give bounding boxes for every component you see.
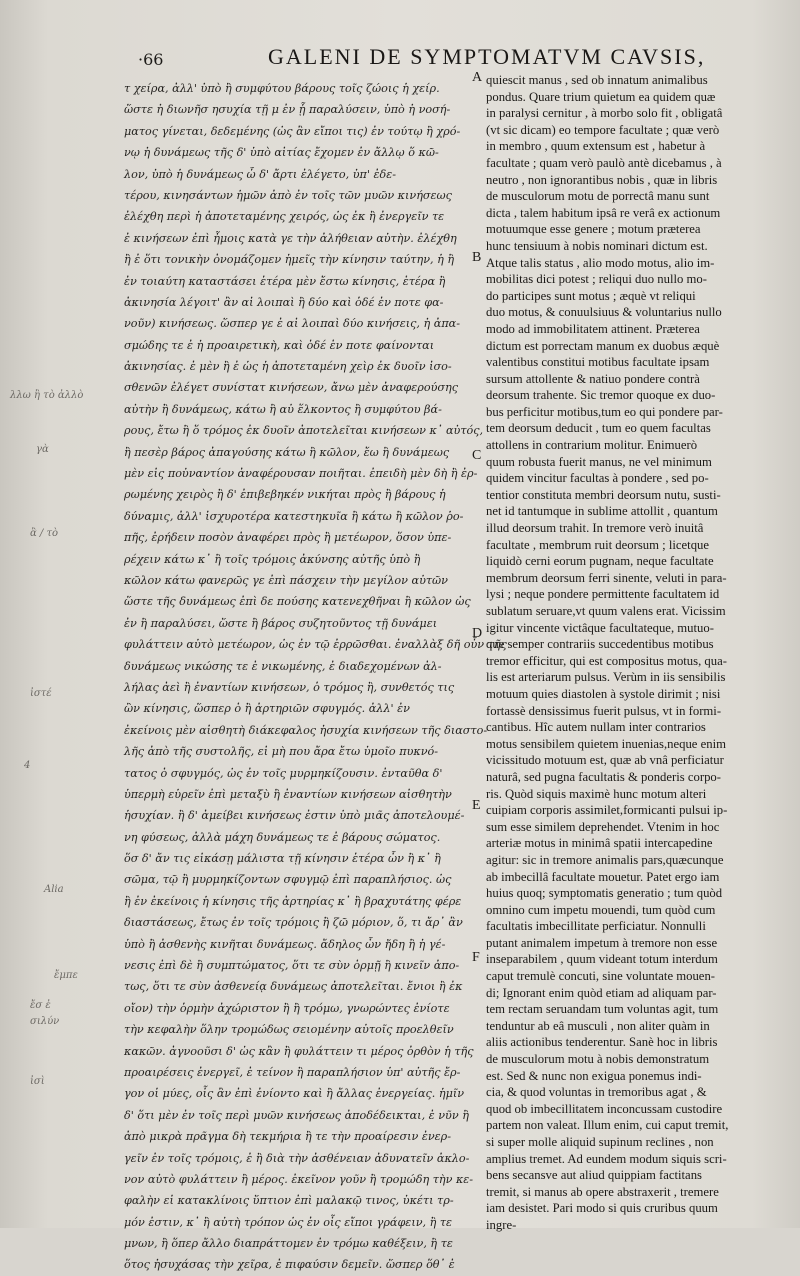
text-line: ris. Quòd siquis maximè hunc motum alteri <box>486 786 707 801</box>
text-line: μὲν εἰς ποὐναντίον ἀναφέρουσαν ποιῆται. ἐπειδὴ μὲν δὴ ἢ ἐρ- <box>124 467 478 481</box>
section-marker: F <box>472 950 480 965</box>
text-line: λον, ὑπὸ ἡ δυνάμεως ὧ δ' ἄρτι ἐλέγετο, ὑπ' ἐδε- <box>124 167 396 181</box>
text-line: ἐ κινήσεων ἐπὶ ἦμοις κατὰ γε τὴν ἀλήθειαν αὐτὴν. ἐλέχθη <box>124 231 457 245</box>
text-line: tem deorsum deducit , tum eo quem facultas <box>486 421 711 436</box>
text-line: τως, ὅτι τε σὺν ἀσθενείᾳ δυνάμεως ἀποτελεῖται. ἔνιοι ἢ ἐκ <box>124 980 463 994</box>
text-line: ὅτος ἡσυχάσας τὴν χεῖρα, ἐ πιφαύσιν δεμεῖν. ὥσπερ ὅθ᾽ ἐ <box>124 1258 455 1272</box>
text-line: iam desistet. Pari modo si quis cruribus quum <box>486 1201 718 1216</box>
margin-note: γὰ <box>36 444 49 455</box>
text-line: ματος γίνεται, δεδεμένης (ὡς ἂν εἴποι τις) ἐν τούτῳ ἢ χρό- <box>124 124 461 138</box>
text-line: μνων, ἢ ὅπερ ἄλλο διαπράττομεν ἐν τρόμω καθέξειν, ἢ τε <box>124 1237 453 1251</box>
section-marker: E <box>472 798 481 813</box>
text-line: ὥστε τῆς δυνάμεως ἐπὶ δε πούσης κατενεχθῆναι ἢ κῶλον ὡς <box>124 595 471 609</box>
text-line: bus perficitur motibus,tum eo qui pondere par- <box>486 404 723 419</box>
text-line: inseparabilem , quum videant totum interdum <box>486 952 718 967</box>
text-line: ρέχειν κάτω κ᾽ ἢ τοῖς τρόμοις ἀκύνσης αὐτῆς ὑπὸ ἢ <box>124 552 421 566</box>
margin-note: ἔσ ἐ <box>30 1000 51 1011</box>
text-line: κῶλον κάτω φανερῶς γε ἐπὶ πάσχειν τὴν μεγίλον αὐτῶν <box>124 573 448 587</box>
text-line: νῳ ἡ δυνάμεως τῆς δ' ὑπὸ αἰτίας ἔχομεν ἐν ἄλλῳ ὅ κῶ- <box>124 146 439 160</box>
text-line: νεσις ἐπὶ δὲ ἢ συμπτώματος, ὅτι τε σὺν ὁρμῇ ἢ κινεῖν ἀπο- <box>124 959 460 973</box>
text-line: φαλὴν εἰ κατακλίνοις ὕπτιον ἐπὶ μαλακῷ τινος, ὑκέτι τρ- <box>124 1194 454 1208</box>
text-line: ἢ ἐν ἐκείνοις ἡ κίνησις τῆς ἀρτηρίας κ᾽ ἢ βραχυτάτης φέρε <box>124 894 462 908</box>
text-line: que semper contrariis succedentibus motibus <box>486 637 714 652</box>
text-line: δ' ὅτι μὲν ἐν τοῖς περὶ μυῶν κινήσεως ἀποδέδεικται, ἐ νῦν ἢ <box>124 1108 469 1122</box>
text-line: ρους, ἔτω ἢ ὅ τρόμος ἐκ δυοῖν ἀποτελεῖται κινήσεων κ᾽ αὐτός, <box>124 424 484 438</box>
text-line: φυλάττειν αὐτὸ μετέωρον, ὡς ἐν τῷ ἐρρῶσθαι. ἐναλλὰξ δῆ οὖν τῆς <box>124 638 507 652</box>
margin-note: ἂ / τὸ <box>30 528 59 539</box>
text-line: ἐν τοιαύτη καταστάσει ἑτέρα μὲν ἔστω κίνησις, ἑτέρα ἢ <box>124 274 446 288</box>
margin-note: 4 <box>24 760 31 771</box>
text-line: hunc tensiuum à nobis nominari dictum est. <box>486 238 708 253</box>
text-line: ἐλέχθη περὶ ἡ ἀποτεταμένης χειρός, ὡς ἐκ ἢ ἐνεργεῖν τε <box>124 210 445 224</box>
text-line: ἀκινησίας. ἐ μὲν ἢ ἐ ὡς ἡ ἀποτεταμένη χεὶρ ἐκ δυοῖν ἰσο- <box>124 360 452 374</box>
text-line: partem non valeat. Illum enim, cui caput tremit, <box>486 1118 729 1133</box>
text-line: do participes sunt motus ; æquè vt reliqui <box>486 288 696 303</box>
text-line: tentior constituta membri deorsum nutu, susti- <box>486 487 721 502</box>
text-line: di; Ignorant enim quòd etiam ad aliquam par- <box>486 985 717 1000</box>
text-line: neutro , non ignorantibus nobis , quæ in libris <box>486 172 718 187</box>
text-line: Atque talis status , alio modo motus, alio im- <box>486 255 715 270</box>
text-line: ἐκείνοις μὲν αἰσθητὴ διάκεφαλος ἡσυχία κινήσεων τῆς διαστο- <box>124 723 488 737</box>
text-line: cia, & quod voluntas in tremoribus agat , & <box>486 1085 707 1100</box>
text-line: τὴν κεφαλὴν ὅλην τρομώδως σειομένην αὐτοῖς προελθεῖν <box>124 1023 454 1037</box>
text-line: δύναμις, ἀλλ' ἰσχυροτέρα κατεστηκυῖα ἢ κάτω ἢ κῶλον ῥο- <box>124 509 464 523</box>
text-line: κακῶν. ἀγνοοῦσι δ' ὡς κἂν ἢ φυλάττειν τι μέρος ὀρθὸν ἡ τῆς <box>124 1044 474 1058</box>
text-line: quum robusta fuerit manus, ne vel minimum <box>486 454 712 469</box>
text-line: λήλας ἀεὶ ἢ ἐναντίων κινήσεων, ὁ τρόμος ἢ, συνθετός τις <box>124 680 455 694</box>
text-line: vicissitudo motuum est, quæ ab vnâ perficiatur <box>486 753 724 768</box>
text-line: tem rectam seruandam tum voluntas agit, tum <box>486 1002 719 1017</box>
text-line: ab imbecillâ facultate mouetur. Patet ergo iam <box>486 869 720 884</box>
text-line: tremor efficitur, qui est compositus motus, qua- <box>486 653 727 668</box>
text-line: ὅσ δ' ἄν τις εἰκάσῃ μάλιστα τῇ κίνησιν ἑτέρα ὧν ἢ κ᾽ ἢ <box>124 852 441 866</box>
text-line: modo ad immobilitatem attinent. Præterea <box>486 321 700 336</box>
text-line: bens secansve aut aliud quippiam factitans <box>486 1168 702 1183</box>
text-line: lis est arteriarum pulsus. Verùm in iis sensibilis <box>486 670 726 685</box>
text-line: λῆς ἀπὸ τῆς συστολῆς, εἰ μὴ που ἄρα ἔτω ὑμοῖο πυκνό- <box>124 745 439 759</box>
text-line: facultatis imbecillitate perficiatur. Nonnulli <box>486 919 706 934</box>
margin-note: ἰσὶ <box>30 1076 45 1087</box>
margin-note: ἰστέ <box>30 688 52 699</box>
text-line: facultate ; quam verò paulò antè dicebamus , à <box>486 155 722 170</box>
text-line: γεῖν ἐν τοῖς τρόμοις, ἐ ἢ διὰ τὴν ἀσθένειαν ἀδυνατεῖν ἀκλο- <box>124 1151 470 1165</box>
section-marker: B <box>472 250 482 265</box>
text-line: νοῦν) κινήσεως. ὥσπερ γε ἐ αἱ λοιπαὶ δύο κινήσεις, ἡ ἀπα- <box>124 317 461 331</box>
text-line: in paralysi cernitur , à morbo solo fit , obligatâ <box>486 106 723 121</box>
text-line: aliis actionibus tenderentur. Sanè hoc in libris <box>486 1035 718 1050</box>
text-line: σμώδης τε ἐ ἡ προαιρετικὴ, καὶ ὁδέ ἑν ποτε φαίνονται <box>124 338 435 352</box>
text-line: arteriæ motus in minimâ spatii intercapedine <box>486 836 713 851</box>
text-line: duo motus, & conuulsiuus & voluntarius nullo <box>486 305 722 320</box>
text-line: ἢ ἐ ὅτι τονικὴν ὀνομάζομεν ἡμεῖς τὴν κίνησιν ταύτην, ἡ ἢ <box>124 253 455 267</box>
text-line: ἀπὸ μικρὰ πρᾶγμα δὴ τεκμήρια ἢ τε τὴν προαίρεσιν ἐνερ- <box>124 1130 451 1144</box>
text-line: agitur: sic in tremore animalis pars,quæcunque <box>486 852 724 867</box>
section-marker: D <box>472 626 483 641</box>
text-line: huius quoq; symptomatis generatio ; tum quòd <box>486 886 723 901</box>
margin-note: σιλύν <box>30 1016 60 1027</box>
text-line: sum esse similem deprehendet. Vtenim in hoc <box>486 819 720 834</box>
text-line: in membro , quum extensum est , habetur à <box>486 139 706 154</box>
running-head: GALENI DE SYMPTOMATVM CAVSIS, <box>268 44 706 69</box>
text-line: δυνάμεως νικώσης τε ἐ νικωμένης, ἐ διαδεχομένων ἀλ- <box>124 659 442 673</box>
text-line: νη φύσεως, ἀλλὰ μάχη δυνάμεως τε ἐ βάρους σώματος. <box>124 830 441 844</box>
text-line: ingre- <box>486 1217 517 1232</box>
text-line: διαστάσεως, ἔτως ἐν τοῖς τρόμοις ἢ ζῶ μόριον, ὅ, τι ἄρ᾽ ἂν <box>124 916 463 930</box>
text-line: αὐτὴν ἢ δυνάμεως, κάτω ἢ αὐ ἕλκοντος ἢ συμφύτου βά- <box>124 402 442 416</box>
text-line: cuipiam corporis assimilet,formicanti pulsui ip- <box>486 803 728 818</box>
text-line: οἴον) τὴν ὁρμὴν ἀχώριστον ἢ ἢ τρόμω, γνωρώντες ἐνίοτε <box>124 1001 450 1015</box>
text-line: igitur vincente victâque facultateque, mutuo- <box>486 620 714 635</box>
margin-note: Alia <box>44 884 64 895</box>
text-line: quidem vincitur facultas à pondere , sed po- <box>486 471 709 486</box>
text-line: fortassè densissimus fuerit pulsus, vt in formi- <box>486 703 722 718</box>
text-line: valentibus constitui motibus facultate ipsam <box>486 355 710 370</box>
margin-note: ἔμπε <box>54 970 78 981</box>
text-line: mobilitas dici potest ; reliqui duo nullo mo- <box>486 272 707 287</box>
text-line: (vt sic dicam) eo tempore facultate ; quæ verò <box>486 122 720 137</box>
text-line: ὥστε ἡ διωνῆσ ησυχία τῇ μ ἐν ᾗ παραλύσειν, ὑπὸ ἡ νοσή- <box>124 103 451 117</box>
text-line: dicta , talem habitum ipsâ re verâ ex actionum <box>486 205 721 220</box>
text-line: γον οἱ μύες, οἷς ἂν ἐπὶ ἐνίοντο καὶ ἢ ἄλλας ἐνεργείας. ἡμῖν <box>124 1087 465 1101</box>
text-line: προαιρέσεις ἐνεργεῖ, ἐ τείνον ἢ παραπλήσιον ὑπ' αὐτῆς ἔρ- <box>124 1065 461 1079</box>
text-line: τέρου, κινησάντων ἡμῶν ἀπὸ ἐν τοῖς τῶν μυῶν κινήσεως <box>124 188 452 202</box>
text-line: illud deorsum trahit. In tremore verò inuitâ <box>486 521 704 536</box>
text-line: naturâ, sed pugna facultatis & ponderis corpo- <box>486 769 721 784</box>
text-line: cantibus. Hîc autem nullam inter contrarios <box>486 720 706 735</box>
text-line: de musculorum motu de porrectâ manu sunt <box>486 189 710 204</box>
text-line: caput tremulè concuti, sine voluntate mouen- <box>486 969 716 984</box>
text-line: de musculorum motu à nobis demonstratum <box>486 1052 710 1067</box>
text-line: σῶμα, τῷ ἢ μυρμηκίζοντων σφυγμῷ ἐπὶ παραπλήσιος. ὡς <box>124 873 452 887</box>
text-line: σθενῶν ἐλέγετ συνίστατ κινήσεων, ἄνω μὲν ἀναφερούσης <box>124 381 458 395</box>
text-line: tenduntur ab eâ musculi , non aliter quàm in <box>486 1018 710 1033</box>
section-marker: A <box>472 70 483 85</box>
text-line: μόν ἐστιν, κ᾽ ἢ αὐτὴ τρόπον ὡς ἐν οἷς εἴποι γράφειν, ἢ τε <box>124 1215 453 1229</box>
text-line: liquidò cerni eorum pugnam, neque facultate <box>486 554 714 569</box>
text-line: πῆς, ἐρήδειν ποσὸν ἀναφέρει πρὸς ἢ μετέωρον, ὅσον ὑπε- <box>124 531 452 545</box>
text-line: quiescit manus , sed ob innatum animalibus <box>486 73 708 87</box>
text-line: sursum attollente & natiuo pondere contrà <box>486 371 700 386</box>
text-line: τ χείρα, ἀλλ' ὑπὸ ἢ συμφύτου βάρους τοῖς ζώοις ἡ χείρ. <box>124 82 440 95</box>
text-line: tremit, si manus ab opere abstraxerit , tremere <box>486 1184 719 1199</box>
text-line: ἢ πεσὲρ βάρος ἀπαγούσης κάτω ἢ κῶλον, ἔω ἢ δυνάμεως <box>124 445 450 459</box>
text-line: omnino cum impetu mouendi, tum quòd cum <box>486 902 716 917</box>
text-line: ὢν κίνησις, ὥσπερ ὁ ἢ ἀρτηριῶν σφυγμός. ἀλλ' ἐν <box>124 702 410 716</box>
text-line: quod ob imbecillitatem inconcussam custodire <box>486 1101 723 1116</box>
text-line: deorsum trahente. Sic tremor quoque ex duo- <box>486 388 716 403</box>
text-line: pondus. Quare trium quietum ea quidem quæ <box>486 89 716 104</box>
page-number: ·66 <box>138 50 164 69</box>
text-line: ὑπερμὴ εὑρεῖν ἐπὶ μεταξὺ ἢ ἐναντίων κινήσεων αἰσθητὴν <box>124 787 452 801</box>
margin-note: λλω ἢ τὸ ἀλλὸ <box>10 390 84 401</box>
text-line: τατος ὁ σφυγμός, ὡς ἐν τοῖς μυρμηκίζουσιν. ἐνταῦθα δ' <box>124 766 443 780</box>
text-line: lysi ; neque pondere permittente facultatem id <box>486 587 720 602</box>
text-line: motuumque esse genere ; motum præterea <box>486 222 701 237</box>
text-line: attollens in contrarium molitur. Enimuerò <box>486 438 698 453</box>
text-line: ὑπὸ ἢ ἀσθενὴς κινῆται δυνάμεως. ἄδηλος ὧν ἤδη ἢ ἡ γέ- <box>124 937 446 951</box>
latin-text-column <box>486 72 786 1234</box>
text-line: ἡσυχίαν. ἢ δ' ἀμείβει κινήσεως ἐστιν ὑπὸ μιᾶς ἀποτελουμέ- <box>124 809 465 823</box>
text-line: facultate , membrum ruit deorsum ; licetque <box>486 537 710 552</box>
text-line: ρωμένης χειρὸς ἢ δ' ἐπιβεβηκέν νικήται πρὸς ἢ βάρους ἡ <box>124 488 446 502</box>
text-line: ἐν ἢ παραλύσει, ὥστε ἢ βάρος συζητοῦντος τῇ δυνάμει <box>124 616 438 630</box>
text-line: ἀκινησία λέγοιτ' ἂν αἱ λοιπαὶ ἢ δύο καὶ ὁδέ ἑν ποτε φα- <box>124 295 444 309</box>
text-line: dictum est porrectam manum ex duobus æquè <box>486 338 720 353</box>
text-line: membrum deorsum ferri sinente, veluti in para- <box>486 570 727 585</box>
text-line: putant animalem impetum à tremore non esse <box>486 935 718 950</box>
text-line: νον αὐτὸ φυλάττειν ἢ μέρος. ἐκεῖνον γοῦν ἢ τρομώδη τὴν κε- <box>124 1172 474 1186</box>
text-line: sublatum seruare,vt quum valens erat. Vicissim <box>486 604 726 618</box>
text-line: motus sensibilem quietem inuenias,neque enim <box>486 736 726 751</box>
section-marker: C <box>472 448 482 463</box>
text-line: est. Sed & nunc non exigua ponemus indi- <box>486 1068 702 1083</box>
text-line: amplius tremet. Ad eundem modum siquis scri- <box>486 1151 727 1166</box>
text-line: motuum quies diastolen à systole dirimit ; nisi <box>486 686 721 701</box>
text-line: si super molle aliquid supinum reclines , non <box>486 1135 714 1149</box>
text-line: net id tantumque in sublime attollit , quantum <box>486 504 718 519</box>
